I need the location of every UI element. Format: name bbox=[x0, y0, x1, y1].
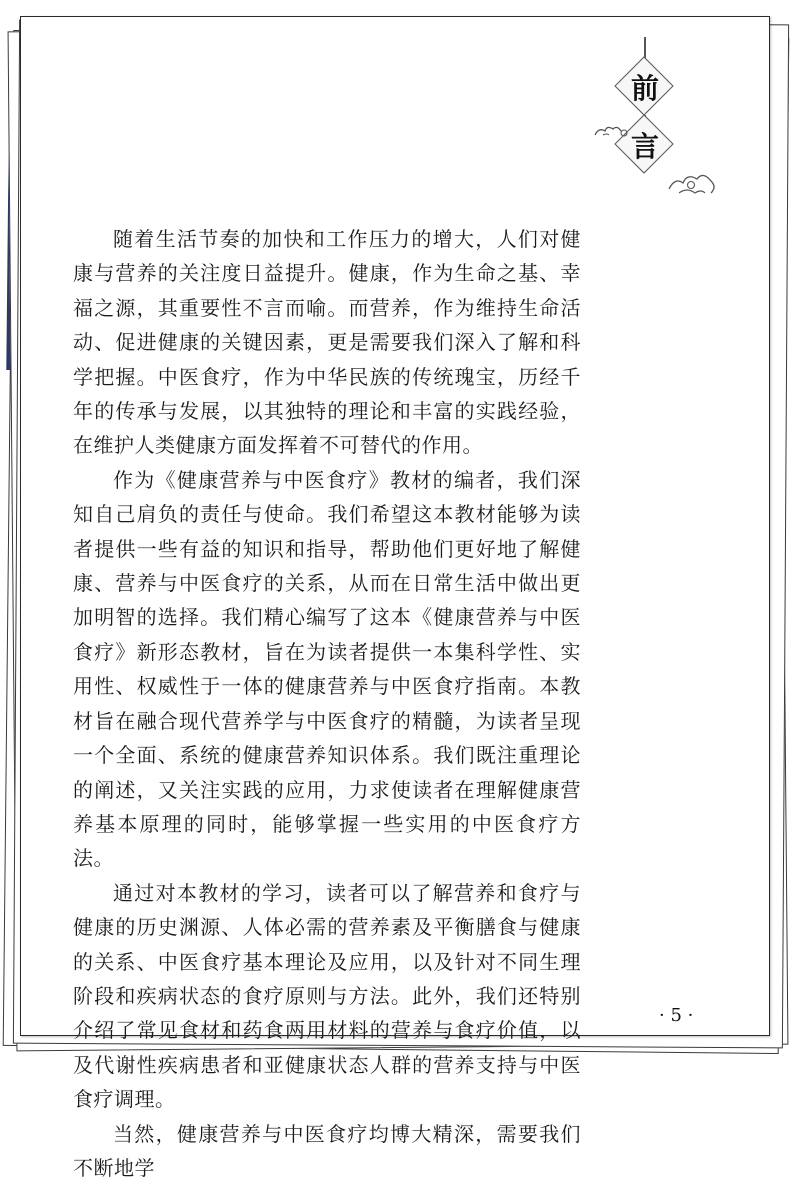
paragraph: 作为《健康营养与中医食疗》教材的编者，我们深知自己肩负的责任与使命。我们希望这本教材能够为读者提供一些有益的知识和指导，帮助他们更好地了解健康、营养与中医食疗的关系，从而在日常生活中做出更加明智的选择。我们精心编写了这本《健康营养与中医食疗》新形态教材，旨在为读者提供一本集科学性、实用性、权威性于一体的健康营养与中医食疗指南。本教材旨在融合现代营养学与中医食疗的精髓，为读者呈现一个全面、系统的健康营养知识体系。我们既注重理论的阐述，又关注实践的应用，力求使读者在理解健康营养基本原理的同时，能够掌握一些实用的中医食疗方法。 bbox=[73, 467, 581, 871]
cloud-scroll-icon bbox=[667, 169, 719, 199]
cloud-scroll-icon bbox=[593, 121, 629, 141]
heading-char-1: 前 bbox=[630, 72, 659, 105]
book-page bbox=[20, 16, 770, 1180]
paragraph: 随着生活节奏的加快和工作压力的增大，人们对健康与营养的关注度日益提升。健康，作为生命之基、幸福之源，其重要性不言而喻。而营养，作为维持生命活动、促进健康的关键因素，更是需要我们深入了解和科学把握。中医食疗，作为中华民族的传统瑰宝，历经千年的传承与发展，以其独特的理论和丰富的实践经验，在维护人类健康方面发挥着不可替代的作用。 bbox=[73, 227, 581, 458]
preface-body bbox=[73, 222, 581, 1185]
paragraph: 当然，健康营养与中医食疗均博大精深，需要我们不断地学 bbox=[73, 1121, 581, 1180]
preface-heading bbox=[599, 37, 719, 217]
paragraph: 通过对本教材的学习，读者可以了解营养和食疗与健康的历史渊源、人体必需的营养素及平衡膳食与健康的关系、中医食疗基本理论及应用，以及针对不同生理阶段和疾病状态的食疗原则与方法。此外，我们还特别介绍了常见食材和药食两用材料的营养与食疗价值，以及代谢性疾病患者和亚健康状态人群的营养支持与中医食疗调理。 bbox=[73, 880, 581, 1112]
page-number: · 5 · bbox=[659, 1005, 694, 1026]
heading-char-2: 言 bbox=[630, 130, 659, 163]
